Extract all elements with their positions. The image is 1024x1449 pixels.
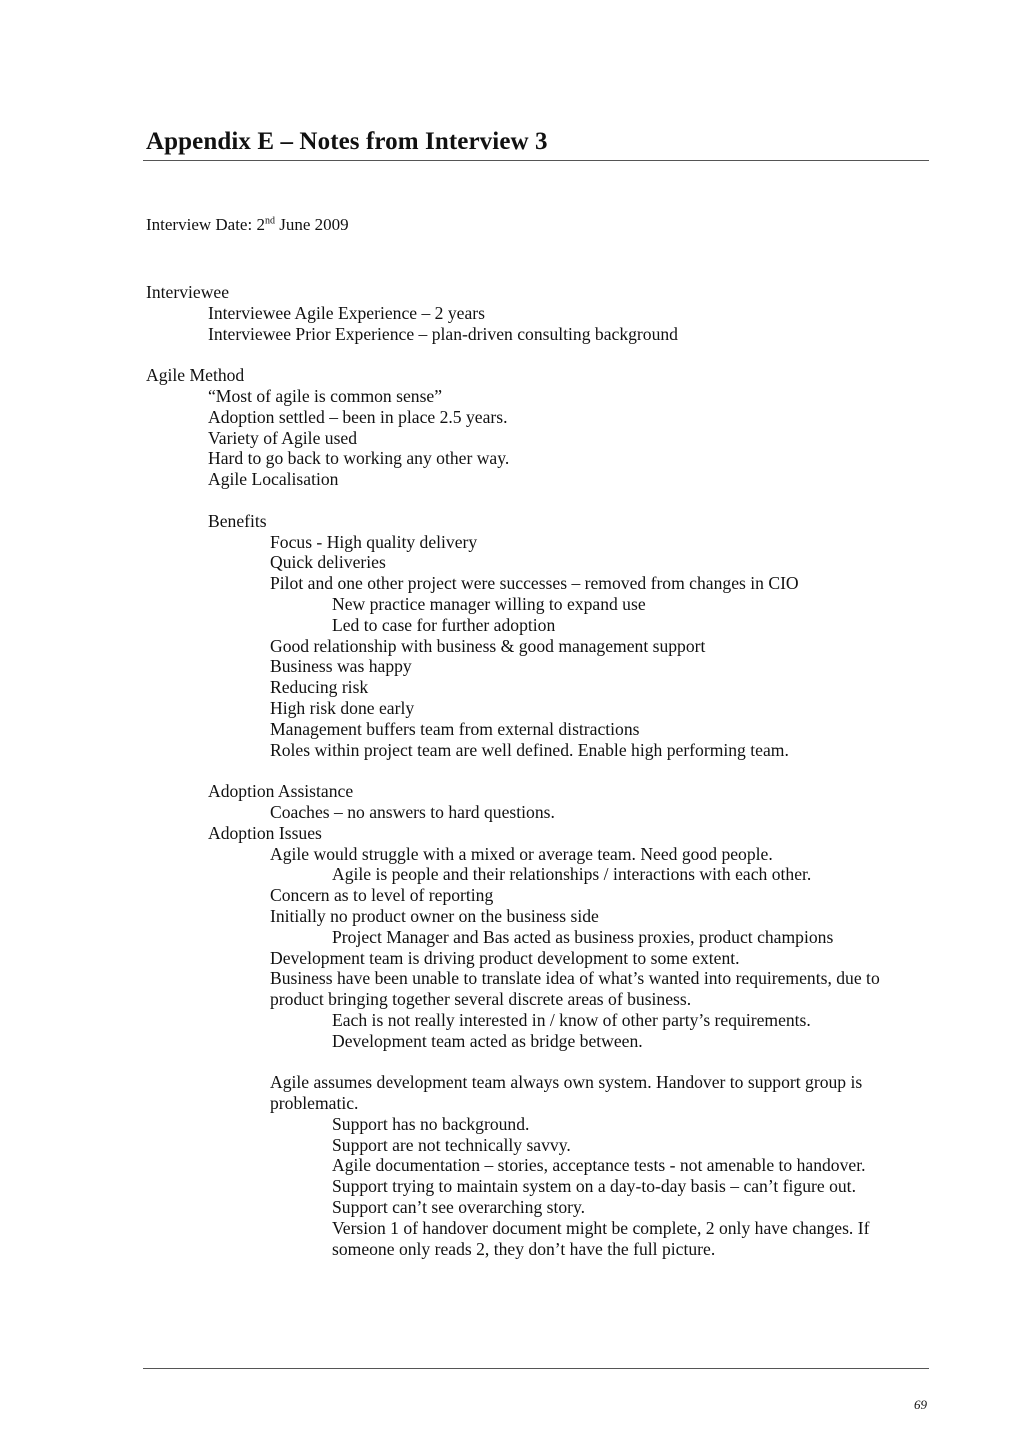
interview-date-prefix: Interview Date: 2	[146, 215, 265, 234]
note-line: Agile is people and their relationships / interactions with each other.	[332, 864, 812, 885]
note-line: Development team acted as bridge between.	[332, 1030, 643, 1051]
subsection-heading-adoption-assistance: Adoption Assistance	[208, 781, 354, 802]
subsection-heading-benefits: Benefits	[208, 510, 267, 531]
note-line: Quick deliveries	[270, 552, 386, 573]
interview-date-rest: June 2009	[274, 215, 349, 234]
note-line: Support are not technically savvy.	[332, 1134, 571, 1155]
note-line: Reducing risk	[270, 677, 369, 698]
spacer	[146, 1051, 936, 1072]
note-line: Roles within project team are well defined. Enable high performing team.	[270, 739, 789, 760]
note-line: Agile would struggle with a mixed or average team. Need good people.	[270, 843, 773, 864]
note-line: Development team is driving product development to some extent.	[270, 947, 740, 968]
note-line: High risk done early	[270, 697, 415, 718]
note-line: Support has no background.	[332, 1113, 530, 1134]
note-line: Coaches – no answers to hard questions.	[270, 801, 555, 822]
subsection-heading-adoption-issues: Adoption Issues	[208, 822, 322, 843]
note-line: Management buffers team from external distractions	[270, 718, 640, 739]
page-number: 69	[914, 1397, 927, 1412]
note-line: Adoption settled – been in place 2.5 years.	[208, 406, 508, 427]
spacer	[146, 490, 936, 511]
spacer	[146, 760, 936, 781]
note-line: Each is not really interested in / know of other party’s requirements.	[332, 1009, 811, 1030]
note-line: Business was happy	[270, 656, 412, 677]
note-line: Version 1 of handover document might be complete, 2 only have changes. If someone only reads 2, they don’t have the full picture.	[332, 1217, 870, 1259]
footer-divider	[143, 1368, 929, 1369]
note-line: Interviewee Agile Experience – 2 years	[208, 302, 485, 323]
section-heading-agile-method: Agile Method	[146, 365, 245, 386]
note-line: Support can’t see overarching story.	[332, 1197, 586, 1218]
note-line: Hard to go back to working any other way.	[208, 448, 510, 469]
note-line: Led to case for further adoption	[332, 614, 556, 635]
interview-notes	[146, 282, 936, 1259]
note-line: Focus - High quality delivery	[270, 531, 478, 552]
note-line: Interviewee Prior Experience – plan-driven consulting background	[208, 323, 678, 344]
note-line: Initially no product owner on the business side	[270, 905, 599, 926]
title-divider	[143, 160, 929, 161]
note-line: Agile documentation – stories, acceptance tests - not amenable to handover.	[332, 1155, 866, 1176]
note-line: Pilot and one other project were successes – removed from changes in CIO	[270, 573, 799, 594]
note-line: Project Manager and Bas acted as business proxies, product champions	[332, 926, 834, 947]
spacer	[146, 344, 936, 365]
note-line: “Most of agile is common sense”	[208, 385, 443, 406]
interview-date-ordinal: nd	[264, 215, 275, 227]
note-line: Business have been unable to translate idea of what’s wanted into requirements, due to product bringing together several discrete areas of business.	[270, 968, 880, 1010]
interview-date	[146, 215, 349, 235]
note-line: New practice manager willing to expand use	[332, 593, 646, 614]
note-line: Agile Localisation	[208, 469, 339, 490]
note-line: Concern as to level of reporting	[270, 885, 494, 906]
note-line: Good relationship with business & good management support	[270, 635, 706, 656]
note-line: Support trying to maintain system on a day-to-day basis – can’t figure out.	[332, 1176, 856, 1197]
note-line: Agile assumes development team always own system. Handover to support group is problematic.	[270, 1072, 863, 1114]
section-heading-interviewee: Interviewee	[146, 282, 230, 302]
note-line: Variety of Agile used	[208, 427, 358, 448]
page-title: Appendix E – Notes from Interview 3	[146, 128, 548, 155]
